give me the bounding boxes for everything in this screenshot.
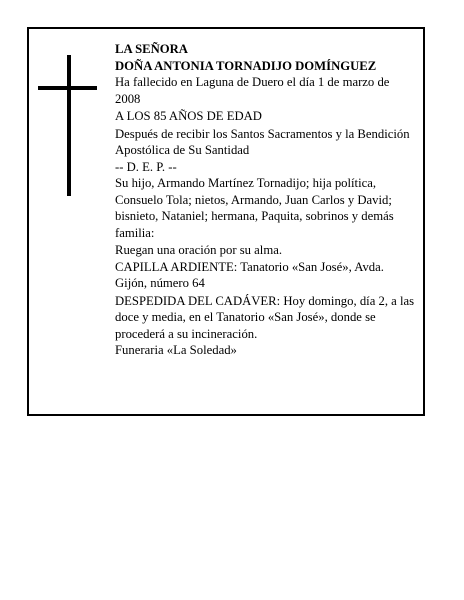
rip-line: -- D. E. P. -- [115,159,177,174]
notice-body [115,41,415,359]
sacraments-line: Después de recibir los Santos Sacramentos y la Bendición Apostólica de Su Santidad [115,126,410,157]
funeral-home: Funeraria «La Soledad» [115,343,237,357]
farewell-info: DESPEDIDA DEL CADÁVER: Hoy domingo, día 2, a las doce y media, en el Tanatorio «San José», donde se procederá a su incineración. [115,293,415,341]
age-line: A LOS 85 AÑOS DE EDAD [115,109,262,123]
prayer-request: Ruegan una oración por su alma. [115,243,283,257]
cross-horizontal-bar [38,86,97,90]
notice-heading: LA SEÑORA [115,42,188,56]
cross-vertical-bar [67,55,71,196]
family-list: Su hijo, Armando Martínez Tornadijo; hija política, Consuelo Tola; nietos, Armando, Juan Carlos y David; bisnieto, Nataniel; hermana, Paquita, sobrinos y demás familia: [115,176,394,240]
obituary-notice [27,27,425,416]
deceased-name: DOÑA ANTONIA TORNADIJO DOMÍNGUEZ [115,58,377,73]
chapel-info: CAPILLA ARDIENTE: Tanatorio «San José», Avda. Gijón, número 64 [115,259,384,290]
death-info: Ha fallecido en Laguna de Duero el día 1 de marzo de 2008 [115,75,390,106]
